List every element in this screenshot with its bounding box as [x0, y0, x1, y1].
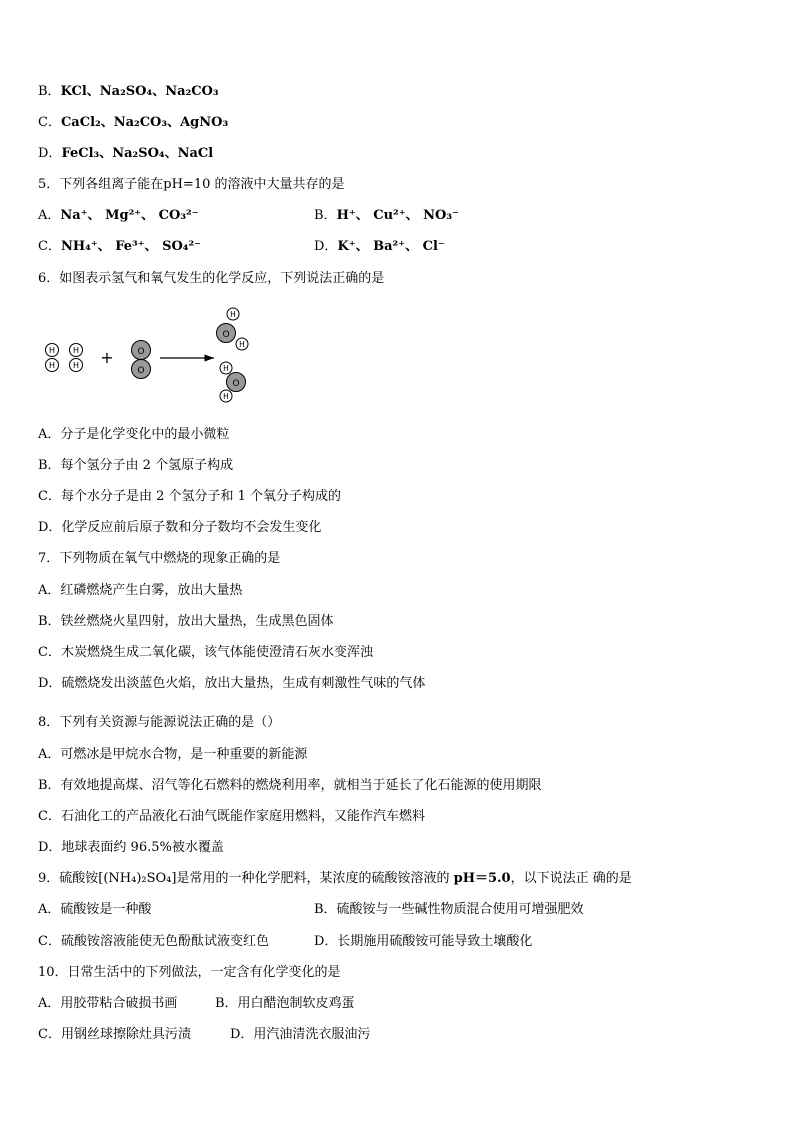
q4-option-d: [38, 146, 213, 162]
q9-stem: [38, 871, 632, 887]
atom-label: O: [222, 330, 230, 340]
option-label: B．: [314, 208, 337, 223]
q4-option-c: [38, 115, 228, 131]
q9-option-b: B．硫酸铵与一些碱性物质混合使用可增强肥效: [314, 902, 584, 917]
q6-option-c: C．每个水分子是由 2 个氢分子和 1 个氧分子构成的: [38, 489, 342, 504]
q5-option-a: [38, 208, 199, 224]
q7-stem: 7．下列物质在氧气中燃烧的现象正确的是: [38, 551, 281, 566]
q5-stem: 5．下列各组离子能在pH=10 的溶液中大量共存的是: [38, 177, 345, 192]
atom-label: H: [72, 361, 80, 370]
option-label: D．: [38, 146, 62, 161]
atom-label: H: [72, 346, 80, 355]
q6-stem: 6．如图表示氢气和氧气发生的化学反应，下列说法正确的是: [38, 271, 385, 286]
q9-option-a: A．硫酸铵是一种酸: [38, 902, 152, 917]
q10-option-d: D．用汽油清洗衣服油污: [230, 1027, 371, 1042]
q7-option-b: B．铁丝燃烧火星四射，放出大量热，生成黑色固体: [38, 614, 334, 629]
option-label: D．: [314, 239, 338, 254]
atom-label: O: [137, 366, 145, 376]
q8-option-c: C．石油化工的产品液化石油气既能作家庭用燃料，又能作汽车燃料: [38, 809, 425, 824]
q6-option-b: B．每个氢分子由 2 个氢原子构成: [38, 458, 234, 473]
q8-option-b: B．有效地提高煤、沼气等化石燃料的燃烧利用率，就相当于延长了化石能源的使用期限: [38, 778, 542, 793]
q4-option-b: [38, 84, 219, 100]
q10-option-a: A．用胶带粘合破损书画: [38, 996, 178, 1011]
q8-option-a: A．可燃冰是甲烷水合物，是一种重要的新能源: [38, 747, 308, 762]
water-molecule: [217, 308, 249, 350]
q8-stem: 8．下列有关资源与能源说法正确的是（）: [38, 715, 281, 730]
plus-sign: +: [100, 348, 114, 367]
option-text: K⁺、 Ba²⁺、 Cl⁻: [337, 239, 445, 254]
q6-option-a: A．分子是化学变化中的最小微粒: [38, 427, 230, 442]
stem-text: 9．硫酸铵[(NH₄)₂SO₄]是常用的一种化学肥料，某浓度的硫酸铵溶液的: [38, 871, 454, 886]
ph-value: pH＝5.0: [453, 871, 511, 886]
atom-label: H: [48, 361, 56, 370]
q7-option-d: D．硫燃烧发出淡蓝色火焰，放出大量热，生成有刺激性气味的气体: [38, 676, 426, 691]
atom-label: H: [239, 340, 245, 349]
hydrogen-molecule: [70, 344, 83, 372]
q6-option-d: D．化学反应前后原子数和分子数均不会发生变化: [38, 520, 322, 535]
q10-option-c: C．用钢丝球擦除灶具污渍: [38, 1027, 191, 1042]
water-molecule: [220, 362, 246, 402]
option-text: H⁺、 Cu²⁺、 NO₃⁻: [336, 208, 459, 223]
q7-option-c: C．木炭燃烧生成二氧化碳，该气体能使澄清石灰水变浑浊: [38, 645, 373, 660]
q5-option-b: [314, 208, 459, 224]
q5-option-c: [38, 239, 201, 255]
option-text: KCl、Na₂SO₄、Na₂CO₃: [60, 84, 219, 99]
q7-option-a: A．红磷燃烧产生白雾，放出大量热: [38, 583, 243, 598]
atom-label: O: [137, 347, 145, 357]
option-text: Na⁺、 Mg²⁺、 CO₃²⁻: [60, 208, 199, 223]
oxygen-molecule: [132, 341, 151, 379]
hydrogen-molecule: [46, 344, 59, 372]
option-label: A．: [38, 208, 61, 223]
option-text: NH₄⁺、 Fe³⁺、 SO₄²⁻: [60, 239, 202, 254]
q9-option-d: D．长期施用硫酸铵可能导致土壤酸化: [314, 934, 533, 949]
option-label: C．: [38, 239, 61, 254]
option-text: CaCl₂、Na₂CO₃、AgNO₃: [60, 115, 229, 130]
option-label: C．: [38, 115, 61, 130]
stem-text: ，以下说法正 确的是: [510, 871, 632, 886]
atom-label: O: [232, 379, 240, 389]
atom-label: H: [223, 364, 229, 373]
q9-option-c: C．硫酸铵溶液能使无色酚酞试液变红色: [38, 934, 269, 949]
q10-stem: 10．日常生活中的下列做法，一定含有化学变化的是: [38, 965, 341, 980]
option-text: FeCl₃、Na₂SO₄、NaCl: [61, 146, 214, 161]
q5-option-d: [314, 239, 445, 255]
option-label: B．: [38, 84, 61, 99]
q10-option-b: B．用白醋泡制软皮鸡蛋: [215, 996, 355, 1011]
atom-label: H: [48, 346, 56, 355]
q8-option-d: D．地球表面约 96.5%被水覆盖: [38, 840, 224, 855]
atom-label: H: [230, 310, 236, 319]
atom-label: H: [223, 392, 229, 401]
reaction-diagram: [38, 300, 268, 408]
